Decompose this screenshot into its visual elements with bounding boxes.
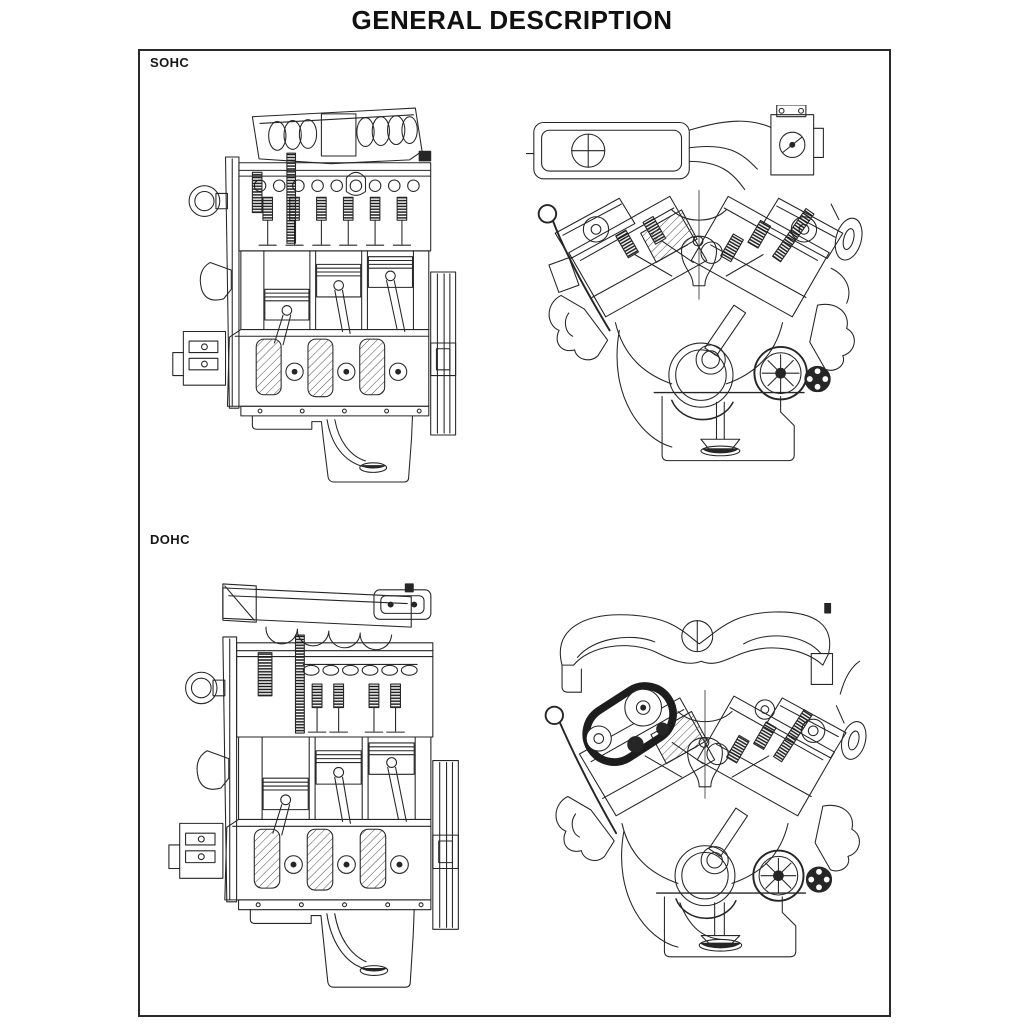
sohc-v6-engine-diagram [526,105,872,482]
page-title: GENERAL DESCRIPTION [351,5,673,35]
dohc-inline-engine-diagram [164,580,476,1000]
dohc-v6-engine-diagram [535,603,875,961]
section-label-sohc: SOHC [150,55,190,70]
figure-frame [138,49,891,1017]
section-label-dohc: DOHC [150,532,190,547]
sohc-inline-engine-diagram [168,96,470,496]
